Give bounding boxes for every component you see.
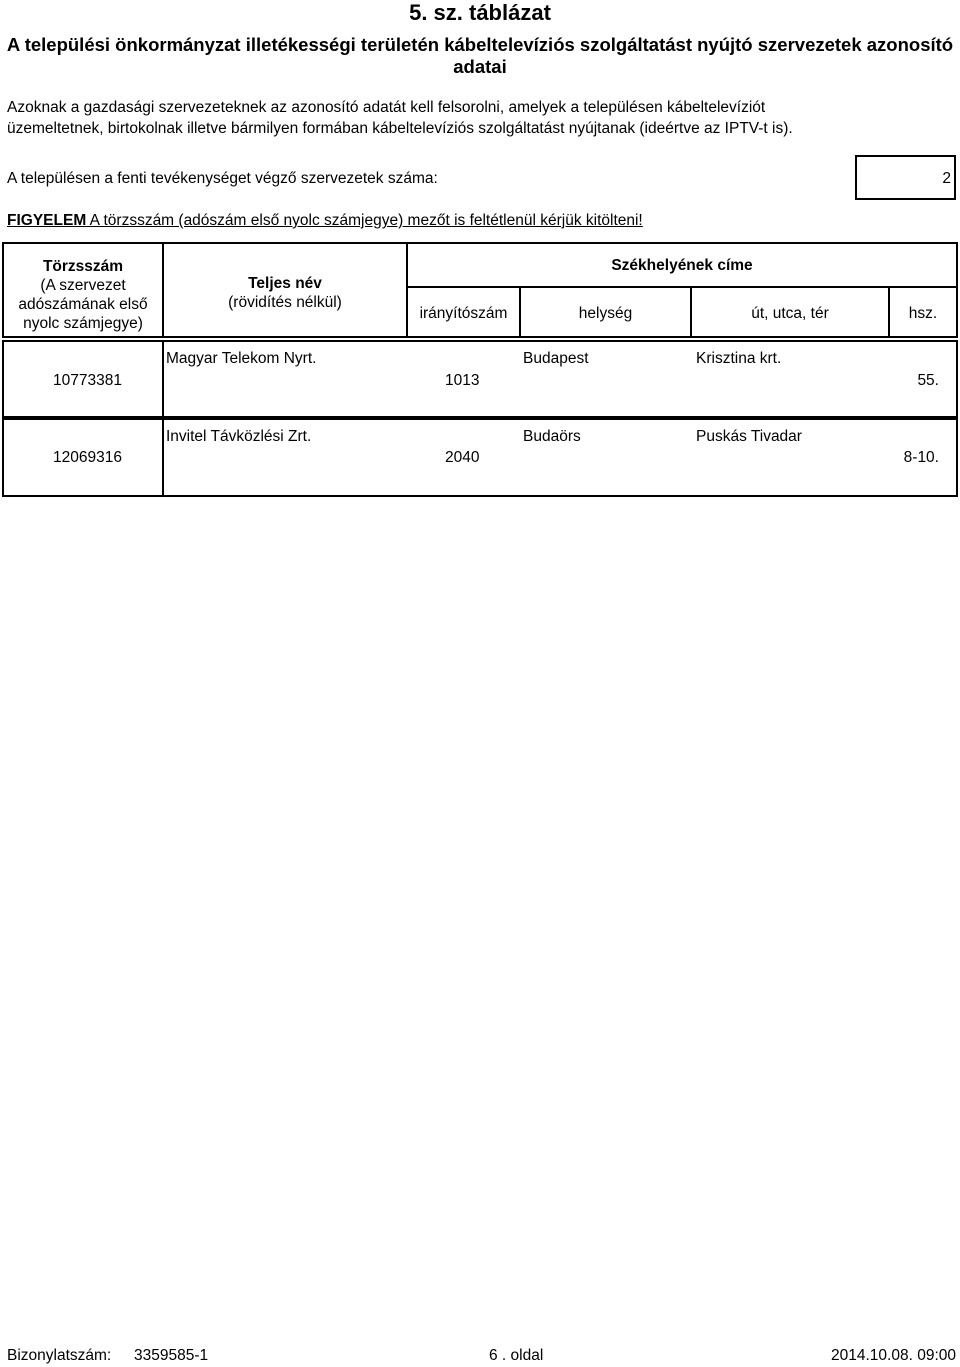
header-helyseg: helység <box>578 305 633 322</box>
page-title-text: A települési önkormányzat illetékességi területén kábeltelevíziós szolgáltatást nyújtó szervezetek azonosító adatai <box>6 34 954 77</box>
row-1-hsz: 55. <box>917 372 939 389</box>
footer-page-number: 6 . oldal <box>489 1347 544 1364</box>
row-2-helyseg: Budaörs <box>523 428 581 445</box>
table-row-1-torzsszam <box>2 340 164 418</box>
row-2-hsz: 8-10. <box>903 449 939 466</box>
header-cell-ut <box>690 286 890 338</box>
intro-line-1: Azoknak a gazdasági szervezeteknek az azonosító adatát kell felsorolni, amelyek a településen kábeltelevíziót <box>7 99 766 116</box>
intro-paragraph <box>7 97 957 139</box>
footer-doc-label: Bizonylatszám: <box>7 1347 112 1364</box>
table-row-2-torzsszam <box>2 418 164 497</box>
row-1-iranyitoszam: 1013 <box>445 372 480 389</box>
row-1-ut: Krisztina krt. <box>696 350 782 367</box>
warning-note <box>7 211 643 231</box>
header-hsz: hsz. <box>908 305 938 322</box>
table-row-1-rest <box>162 340 958 418</box>
header-ut: út, utca, tér <box>751 305 829 322</box>
row-2-nev: Invitel Távközlési Zrt. <box>166 428 312 445</box>
header-szekhely: Székhelyének címe <box>611 257 753 274</box>
organization-count-field[interactable] <box>855 155 956 200</box>
organizations-table <box>2 242 958 497</box>
header-torzsszam-line2: (A szervezet <box>40 277 126 294</box>
table-number-title: 5. sz. táblázat <box>409 0 551 25</box>
footer-datetime: 2014.10.08. 09:00 <box>831 1347 956 1364</box>
header-cell-iranyitoszam <box>406 286 521 338</box>
header-cell-hsz <box>888 286 958 338</box>
row-2-iranyitoszam: 2040 <box>445 449 480 466</box>
header-iranyitoszam: irányítószám <box>419 305 508 322</box>
organization-count-label: A településen a fenti tevékenységet végző szervezetek száma: <box>7 170 438 187</box>
table-row-2-rest <box>162 418 958 497</box>
header-cell-nev <box>162 242 408 338</box>
header-cell-helyseg <box>519 286 692 338</box>
header-torzsszam-line4: nyolc számjegye) <box>23 315 143 332</box>
page-title <box>0 34 960 78</box>
header-torzsszam-title: Törzsszám <box>42 258 124 275</box>
organization-count-value: 2 <box>942 170 951 187</box>
row-1-torzsszam: 10773381 <box>53 372 122 389</box>
header-nev-sub: (rövidítés nélkül) <box>228 294 342 311</box>
header-cell-torzsszam <box>2 242 164 338</box>
warning-text: A törzsszám (adószám első nyolc számjegye) mezőt is feltétlenül kérjük kitölteni! <box>86 212 643 229</box>
row-2-ut: Puskás Tivadar <box>696 428 802 445</box>
header-nev-title: Teljes név <box>248 275 322 292</box>
row-1-helyseg: Budapest <box>523 350 589 367</box>
row-2-torzsszam: 12069316 <box>53 449 122 466</box>
header-torzsszam-line3: adószámának első <box>18 296 148 313</box>
header-cell-szekhely <box>406 242 958 288</box>
footer-doc-number: 3359585-1 <box>134 1347 209 1364</box>
row-1-nev: Magyar Telekom Nyrt. <box>166 350 317 367</box>
warning-label: FIGYELEM <box>7 212 87 229</box>
intro-line-2: üzemeltetnek, birtokolnak illetve bármilyen formában kábeltelevíziós szolgáltatást nyújtanak (ideértve az IPTV-t is). <box>7 120 793 137</box>
